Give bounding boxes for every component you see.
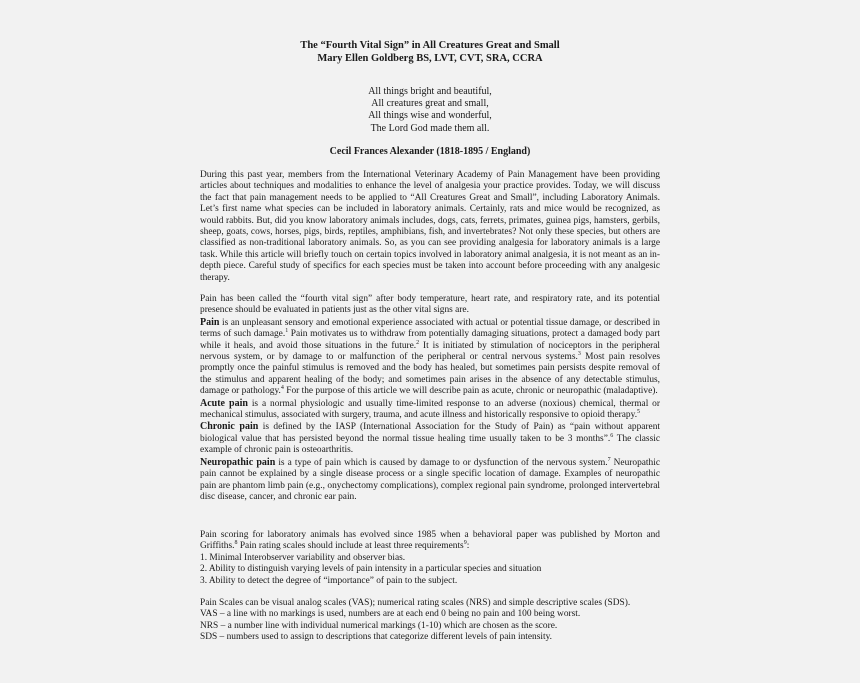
footnote-ref: 2 xyxy=(416,339,420,346)
list-item: 1. Minimal Interobserver variability and observer bias. xyxy=(200,552,406,563)
acute-pain-definition: Acute pain is a normal physiologic and usually time-limited response to an adverse (noxious) chemical, thermal or mechanical stimulus, associated with surgery, trauma, and acute illness and historically responsive to opioid therapy.$^5$ xyxy=(200,397,660,421)
intro-paragraph: During this past year, members from the International Veterinary Academy of Pain Management have been providing articles about techniques and modalities to enhance the level of analgesia your practice provides. Today, we will discuss the fact that pain management needs to be applied to “All Creatures Great and Small”, including Laboratory Animals. Let’s first name what species can be included in laboratory animals. Certainly, rats and mice would be recognized, as would rabbits. But, did you know laboratory animals includes, dogs, cats, ferrets, primates, guinea pigs, hamsters, gerbils, sheep, goats, cows, horses, pigs, birds, reptiles, amphibians, fish, and invertebrates? Not only these species, but others are classified as non-traditional laboratory animals. So, as you can see providing analgesia for laboratory animals is a large task. While this article will briefly touch on certain topics involved in laboratory animal analgesia, it is not meant as an in-depth piece. Careful study of specifics for each species must be taken into account before proceeding with any analgesic therapy. xyxy=(200,170,660,283)
footnote-ref: 3 xyxy=(577,350,581,357)
title-block xyxy=(0,39,860,65)
poem-line: The Lord God made them all. xyxy=(370,122,490,134)
term-chronic-pain: Chronic pain xyxy=(200,421,259,433)
list-item: SDS – numbers used to assign to descriptions that categorize different levels of pain intensity. xyxy=(200,632,553,643)
requirements-list xyxy=(200,553,660,587)
footnote-ref: 7 xyxy=(607,456,611,463)
list-item: NRS – a number line with individual numerical markings (1-10) which are chosen as the score. xyxy=(200,620,558,631)
footnote-ref: 1 xyxy=(285,328,289,335)
footnote-ref: 9 xyxy=(463,540,467,547)
pain-definition: Pain is an unpleasant sensory and emotional experience associated with actual or potential tissue damage, or described in terms of such damage.$^1$ Pain motivates us to withdraw from potentially damaging situations, protect a damaged body part while it heals, and avoid those situations in the future.$^2$ It is initiated by stimulation of nociceptors in the peripheral nervous system, or by damage to or malfunction of the peripheral or central nervous systems.$^3$ Most pain resolves promptly once the painful stimulus is removed and the body has healed, but sometimes pain persists despite removal of the stimulus and apparent healing of the body; and sometimes pain arises in the absence of any detectable stimulus, damage or pathology.$^4$ For the purpose of this article we will describe pain as acute, chronic or neuropathic (maladaptive). xyxy=(200,316,661,397)
term-acute-pain: Acute pain xyxy=(200,397,248,409)
pain-scales-intro: Pain Scales can be visual analog scales (VAS); numerical rating scales (NRS) and simple descriptive scales (SDS). xyxy=(200,598,631,608)
vital-sign-paragraph: Pain has been called the “fourth vital sign” after body temperature, heart rate, and respiratory rate, and its potential presence should be evaluated in patients just as the other vital signs are. xyxy=(200,294,660,316)
pain-scales-section xyxy=(200,598,660,644)
pain-scoring-paragraph: Pain scoring for laboratory animals has evolved since 1985 when a behavioral paper was published by Morton and Griffiths.$^8$ Pain rating scales should include at least three requirements$^9$: xyxy=(200,530,660,552)
neuropathic-pain-definition: Neuropathic pain is a type of pain which is caused by damage to or dysfunction of the nervous system.$^7$ Neuropathic pain cannot be explained by a single disease process or a single specific location of damage. Examples of neuropathic pain are phantom limb pain (e.g., onychectomy complications), complex regional pain syndrome, prolonged intervertebral disc disease, cancer, and chronic ear pain. xyxy=(200,456,660,502)
article-title: The “Fourth Vital Sign” in All Creatures Great and Small xyxy=(300,40,560,51)
list-item: 3. Ability to detect the degree of “importance” of pain to the subject. xyxy=(200,575,458,586)
footnote-ref: 8 xyxy=(234,540,238,547)
footnote-ref: 4 xyxy=(280,385,284,392)
list-item: 2. Ability to distinguish varying levels of pain intensity in a particular species and situation xyxy=(200,564,542,575)
poem-line: All things wise and wonderful, xyxy=(368,110,492,122)
term-pain: Pain xyxy=(200,316,220,328)
chronic-pain-definition: Chronic pain is defined by the IASP (International Association for the Study of Pain) as “pain without apparent biological value that has persisted beyond the normal tissue healing time usually taken to be 3 months”.$^6$ The classic example of chronic pain is osteoarthritis. xyxy=(200,421,660,456)
pain-scoring-section xyxy=(200,530,660,587)
poem-line: All things bright and beautiful, xyxy=(368,86,492,97)
term-neuropathic-pain: Neuropathic pain xyxy=(200,456,276,468)
scales-list xyxy=(200,609,660,643)
poem-attribution: Cecil Frances Alexander (1818-1895 / England) xyxy=(329,146,531,157)
definitions-section xyxy=(200,294,660,503)
poem-line: All creatures great and small, xyxy=(371,98,489,110)
poem xyxy=(0,86,860,135)
article-author: Mary Ellen Goldberg BS, LVT, CVT, SRA, CCRA xyxy=(317,53,543,64)
footnote-ref: 5 xyxy=(637,408,641,415)
footnote-ref: 6 xyxy=(610,432,614,439)
list-item: VAS – a line with no markings is used, numbers are at each end 0 being no pain and 100 being worst. xyxy=(200,609,581,620)
